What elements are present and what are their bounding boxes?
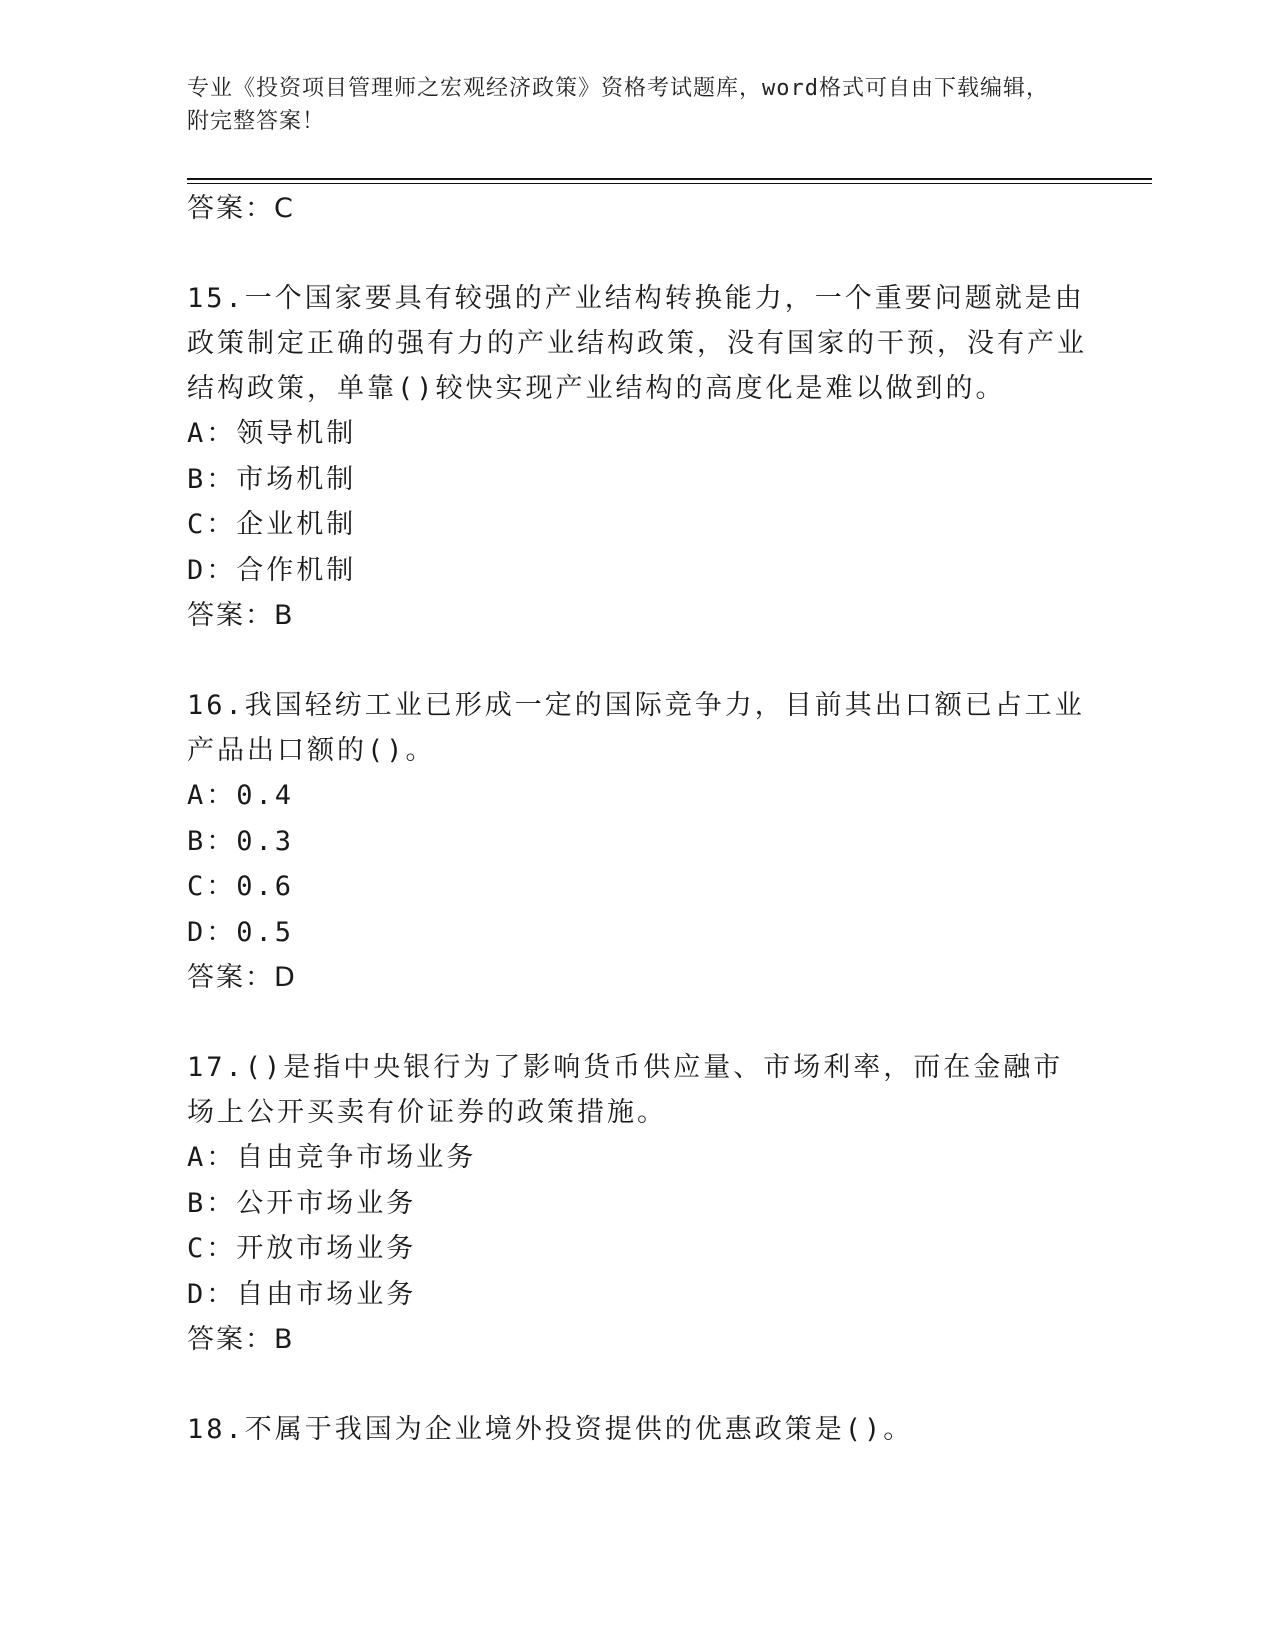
question-16-answer: 答案：D: [187, 962, 297, 993]
question-16-option-a: A：0.4: [187, 780, 295, 811]
question-block-17: [187, 1045, 1087, 1363]
question-16-option-c: C：0.6: [187, 871, 295, 902]
header-divider-thick: [187, 178, 1152, 180]
question-17-option-a: A：自由竞争市场业务: [187, 1142, 477, 1173]
spacer: [187, 639, 1087, 683]
spacer: [187, 1001, 1087, 1045]
question-15-option-d: D：合作机制: [187, 554, 357, 586]
question-block-18: [187, 1407, 1087, 1452]
spacer: [187, 1363, 1087, 1407]
question-15-option-c: C：企业机制: [187, 509, 357, 540]
question-block-16: [187, 683, 1087, 1001]
spacer: [187, 232, 1087, 276]
question-16-option-d: D：0.5: [187, 916, 295, 948]
answer-14: 答案：C: [187, 193, 295, 224]
question-17-text: 17.()是指中央银行为了影响货币供应量、市场利率，而在金融市场上公开买卖有价证券的政策措施。: [187, 1052, 1064, 1128]
question-15-option-b: B：市场机制: [187, 463, 357, 495]
question-17-option-d: D：自由市场业务: [187, 1278, 417, 1310]
question-18-text: 18.不属于我国为企业境外投资提供的优惠政策是()。: [187, 1414, 914, 1445]
document-header: 专业《投资项目管理师之宏观经济政策》资格考试题库，word格式可自由下载编辑，附完整答案！: [187, 76, 1049, 134]
question-17-option-c: C：开放市场业务: [187, 1233, 417, 1264]
question-15-option-a: A：领导机制: [187, 418, 357, 449]
question-16-option-b: B：0.3: [187, 825, 295, 857]
question-15-text: 15.一个国家要具有较强的产业结构转换能力，一个重要问题就是由政策制定正确的强有力的产业结构政策，没有国家的干预，没有产业结构政策，单靠()较快实现产业结构的高度化是难以做到的。: [187, 283, 1087, 404]
question-17-answer: 答案：B: [187, 1324, 295, 1355]
question-15-answer: 答案：B: [187, 600, 295, 631]
question-block-15: [187, 276, 1087, 639]
question-17-option-b: B：公开市场业务: [187, 1187, 417, 1219]
question-list: [187, 186, 1087, 1452]
question-16-text: 16.我国轻纺工业已形成一定的国际竞争力，目前其出口额已占工业产品出口额的()。: [187, 690, 1085, 766]
header-divider-thin: [187, 183, 1152, 184]
